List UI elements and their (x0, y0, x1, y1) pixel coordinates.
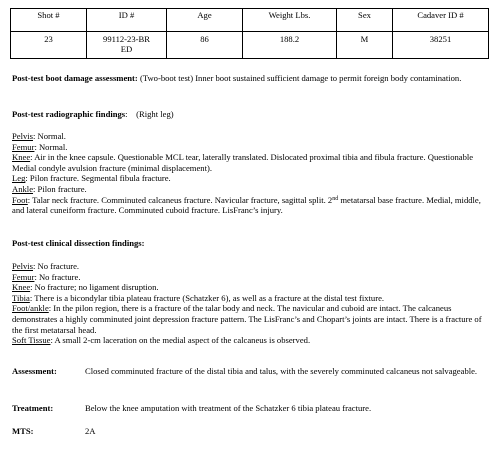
clin-text-pelvis: : No fracture. (33, 261, 80, 271)
clin-term-tibia: Tibia (12, 292, 30, 303)
text-ankle: : Pilon fracture. (33, 183, 87, 194)
table-row (11, 32, 489, 59)
text-foot-a: : Talar neck fracture. Comminuted calcaneus fracture. Navicular fracture, sagittal split. 2 (27, 194, 333, 205)
clinical-foot-ankle (12, 303, 488, 335)
clin-text-knee: : No fracture; no ligament disruption. (30, 282, 159, 293)
radiographic-heading (12, 109, 486, 120)
cell-age: 86 (167, 32, 243, 59)
header-weight-text: Weight Lbs. (268, 10, 311, 20)
clinical-heading (12, 238, 486, 249)
header-cadaver-id: Cadaver ID # (393, 9, 489, 32)
clinical-findings (12, 261, 488, 346)
finding-ankle (12, 184, 488, 195)
header-age: Age (167, 9, 243, 32)
specimen-info-table (10, 8, 489, 59)
document-page (9, 8, 489, 59)
text-foot-sup: nd (332, 195, 339, 202)
term-pelvis: Pelvis (12, 131, 34, 141)
assessment-section (12, 366, 488, 377)
cell-sex: M (337, 32, 393, 59)
finding-leg (12, 173, 488, 184)
clin-term-pelvis: Pelvis (12, 261, 34, 271)
cell-id-text: 99112-23-BRED (103, 34, 150, 54)
clin-text-foot-ankle: : In the pilon region, there is a fracture of the talar body and neck. The navicular and cuboid are intact. The calcaneus demonstrates a highly comminuted joint depression fracture pattern. The LisFranc’s and Chopart’s joints are intact. There is a fracture of the first metatarsal head. (12, 303, 482, 335)
term-knee: Knee (12, 152, 31, 163)
clin-text-femur: : No fracture. (34, 271, 81, 282)
assessment-label: Assessment: (12, 366, 57, 376)
boot-damage-label: Post-test boot damage assessment: (12, 73, 138, 83)
clin-term-foot-ankle: Foot/ankle (12, 303, 49, 314)
table-header-row (11, 9, 489, 32)
header-id: ID # (87, 9, 167, 32)
cell-cadaver-id: 38251 (393, 32, 489, 59)
text-pelvis: : Normal. (33, 131, 66, 141)
header-weight (243, 9, 337, 32)
text-leg: : Pilon fracture. Segmental fibula fracture. (25, 173, 171, 184)
cell-weight: 188.2 (243, 32, 337, 59)
term-foot: Foot (12, 194, 28, 205)
radiographic-findings (12, 131, 488, 216)
clinical-pelvis (12, 261, 488, 272)
term-leg: Leg (12, 173, 26, 184)
assessment-text: Closed comminuted fracture of the distal tibia and talus, with the severely comminuted calcaneus not salvageable. (85, 366, 478, 376)
treatment-text: Below the knee amputation with treatment of the Schatzker 6 tibia plateau fracture. (85, 403, 372, 413)
header-sex: Sex (337, 9, 393, 32)
header-shot: Shot # (11, 9, 87, 32)
text-foot-b: metatarsal base fracture. Medial, middle, and lateral cuneiform fracture. Comminuted cuboid fracture. LisFranc’s injury. (12, 194, 481, 216)
finding-knee (12, 152, 488, 173)
clin-term-soft-tissue: Soft Tissue (12, 335, 51, 346)
finding-pelvis (12, 131, 488, 142)
clin-term-knee: Knee (12, 282, 31, 293)
clinical-femur (12, 272, 488, 283)
mts-value: 2A (85, 426, 96, 436)
cell-id (87, 32, 167, 59)
clin-text-soft-tissue: : A small 2-cm laceration on the medial aspect of the calcaneus is observed. (50, 335, 311, 346)
finding-femur (12, 142, 488, 153)
clin-text-tibia: : There is a bicondylar tibia plateau fracture (Schatzker 6), as well as a fracture at the distal test fixture. (29, 292, 385, 303)
treatment-section (12, 403, 488, 414)
term-femur: Femur (12, 141, 35, 152)
clinical-soft-tissue (12, 335, 488, 346)
term-ankle: Ankle (12, 183, 34, 194)
boot-damage-text: (Two-boot test) Inner boot sustained sufficient damage to permit foreign body contamination. (139, 73, 462, 83)
clinical-knee (12, 282, 488, 293)
clinical-tibia (12, 293, 488, 304)
mts-section (12, 426, 488, 437)
cell-shot: 23 (11, 32, 87, 59)
radiographic-colon: : (125, 109, 128, 119)
finding-foot (12, 195, 488, 216)
treatment-label: Treatment: (12, 403, 54, 413)
radiographic-side: (Right leg) (136, 109, 174, 119)
text-knee: : Air in the knee capsule. Questionable MCL tear, laterally translated. Dislocated proximal tibia and fibula fracture. Questionable Medial condyle avulsion fracture (minimal displacement). (12, 152, 474, 173)
clin-term-femur: Femur (12, 271, 35, 282)
clinical-label: Post-test clinical dissection findings: (12, 238, 145, 248)
text-femur: : Normal. (34, 141, 68, 152)
boot-damage-section (12, 73, 486, 84)
mts-label: MTS: (12, 426, 34, 436)
radiographic-label: Post-test radiographic findings (12, 109, 126, 119)
